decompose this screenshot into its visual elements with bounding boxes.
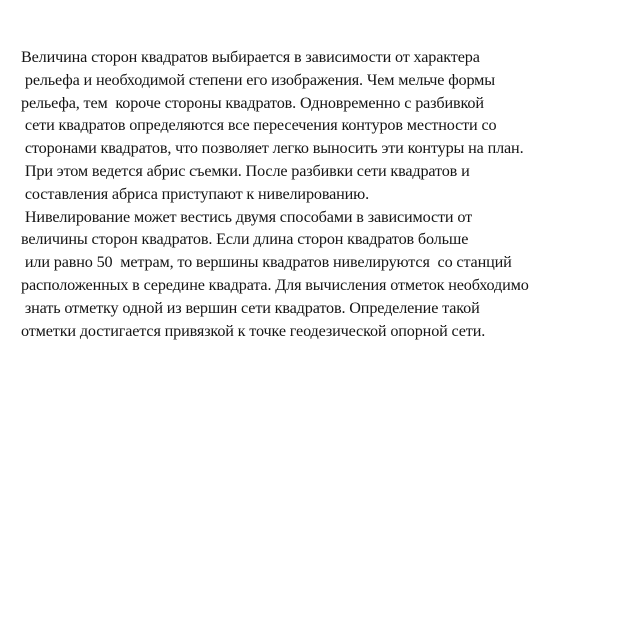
text-line: Нивелирование может вестись двумя способами в зависимости от (21, 207, 472, 226)
text-line: Величина сторон квадратов выбирается в зависимости от характера (21, 48, 480, 66)
body-text (21, 46, 621, 342)
text-line: рельефа, тем короче стороны квадратов. Одновременно с разбивкой (21, 93, 484, 112)
text-line: знать отметку одной из вершин сети квадратов. Определение такой (21, 298, 480, 317)
text-line: При этом ведется абрис съемки. После разбивки сети квадратов и (21, 161, 470, 180)
text-line: сети квадратов определяются все пересечения контуров местности со (21, 116, 497, 135)
text-line: или равно 50 метрам, то вершины квадратов нивелируются со станций (21, 253, 512, 272)
text-line: величины сторон квадратов. Если длина сторон квадратов больше (21, 230, 469, 249)
text-line: расположенных в середине квадрата. Для вычисления отметок необходимо (21, 275, 529, 294)
text-line: составления абриса приступают к нивелированию. (21, 184, 370, 203)
text-line: сторонами квадратов, что позволяет легко выносить эти контуры на план. (21, 139, 524, 158)
text-line: рельефа и необходимой степени его изображения. Чем мельче формы (21, 70, 495, 89)
text-line: отметки достигается привязкой к точке геодезической опорной сети. (21, 321, 486, 340)
